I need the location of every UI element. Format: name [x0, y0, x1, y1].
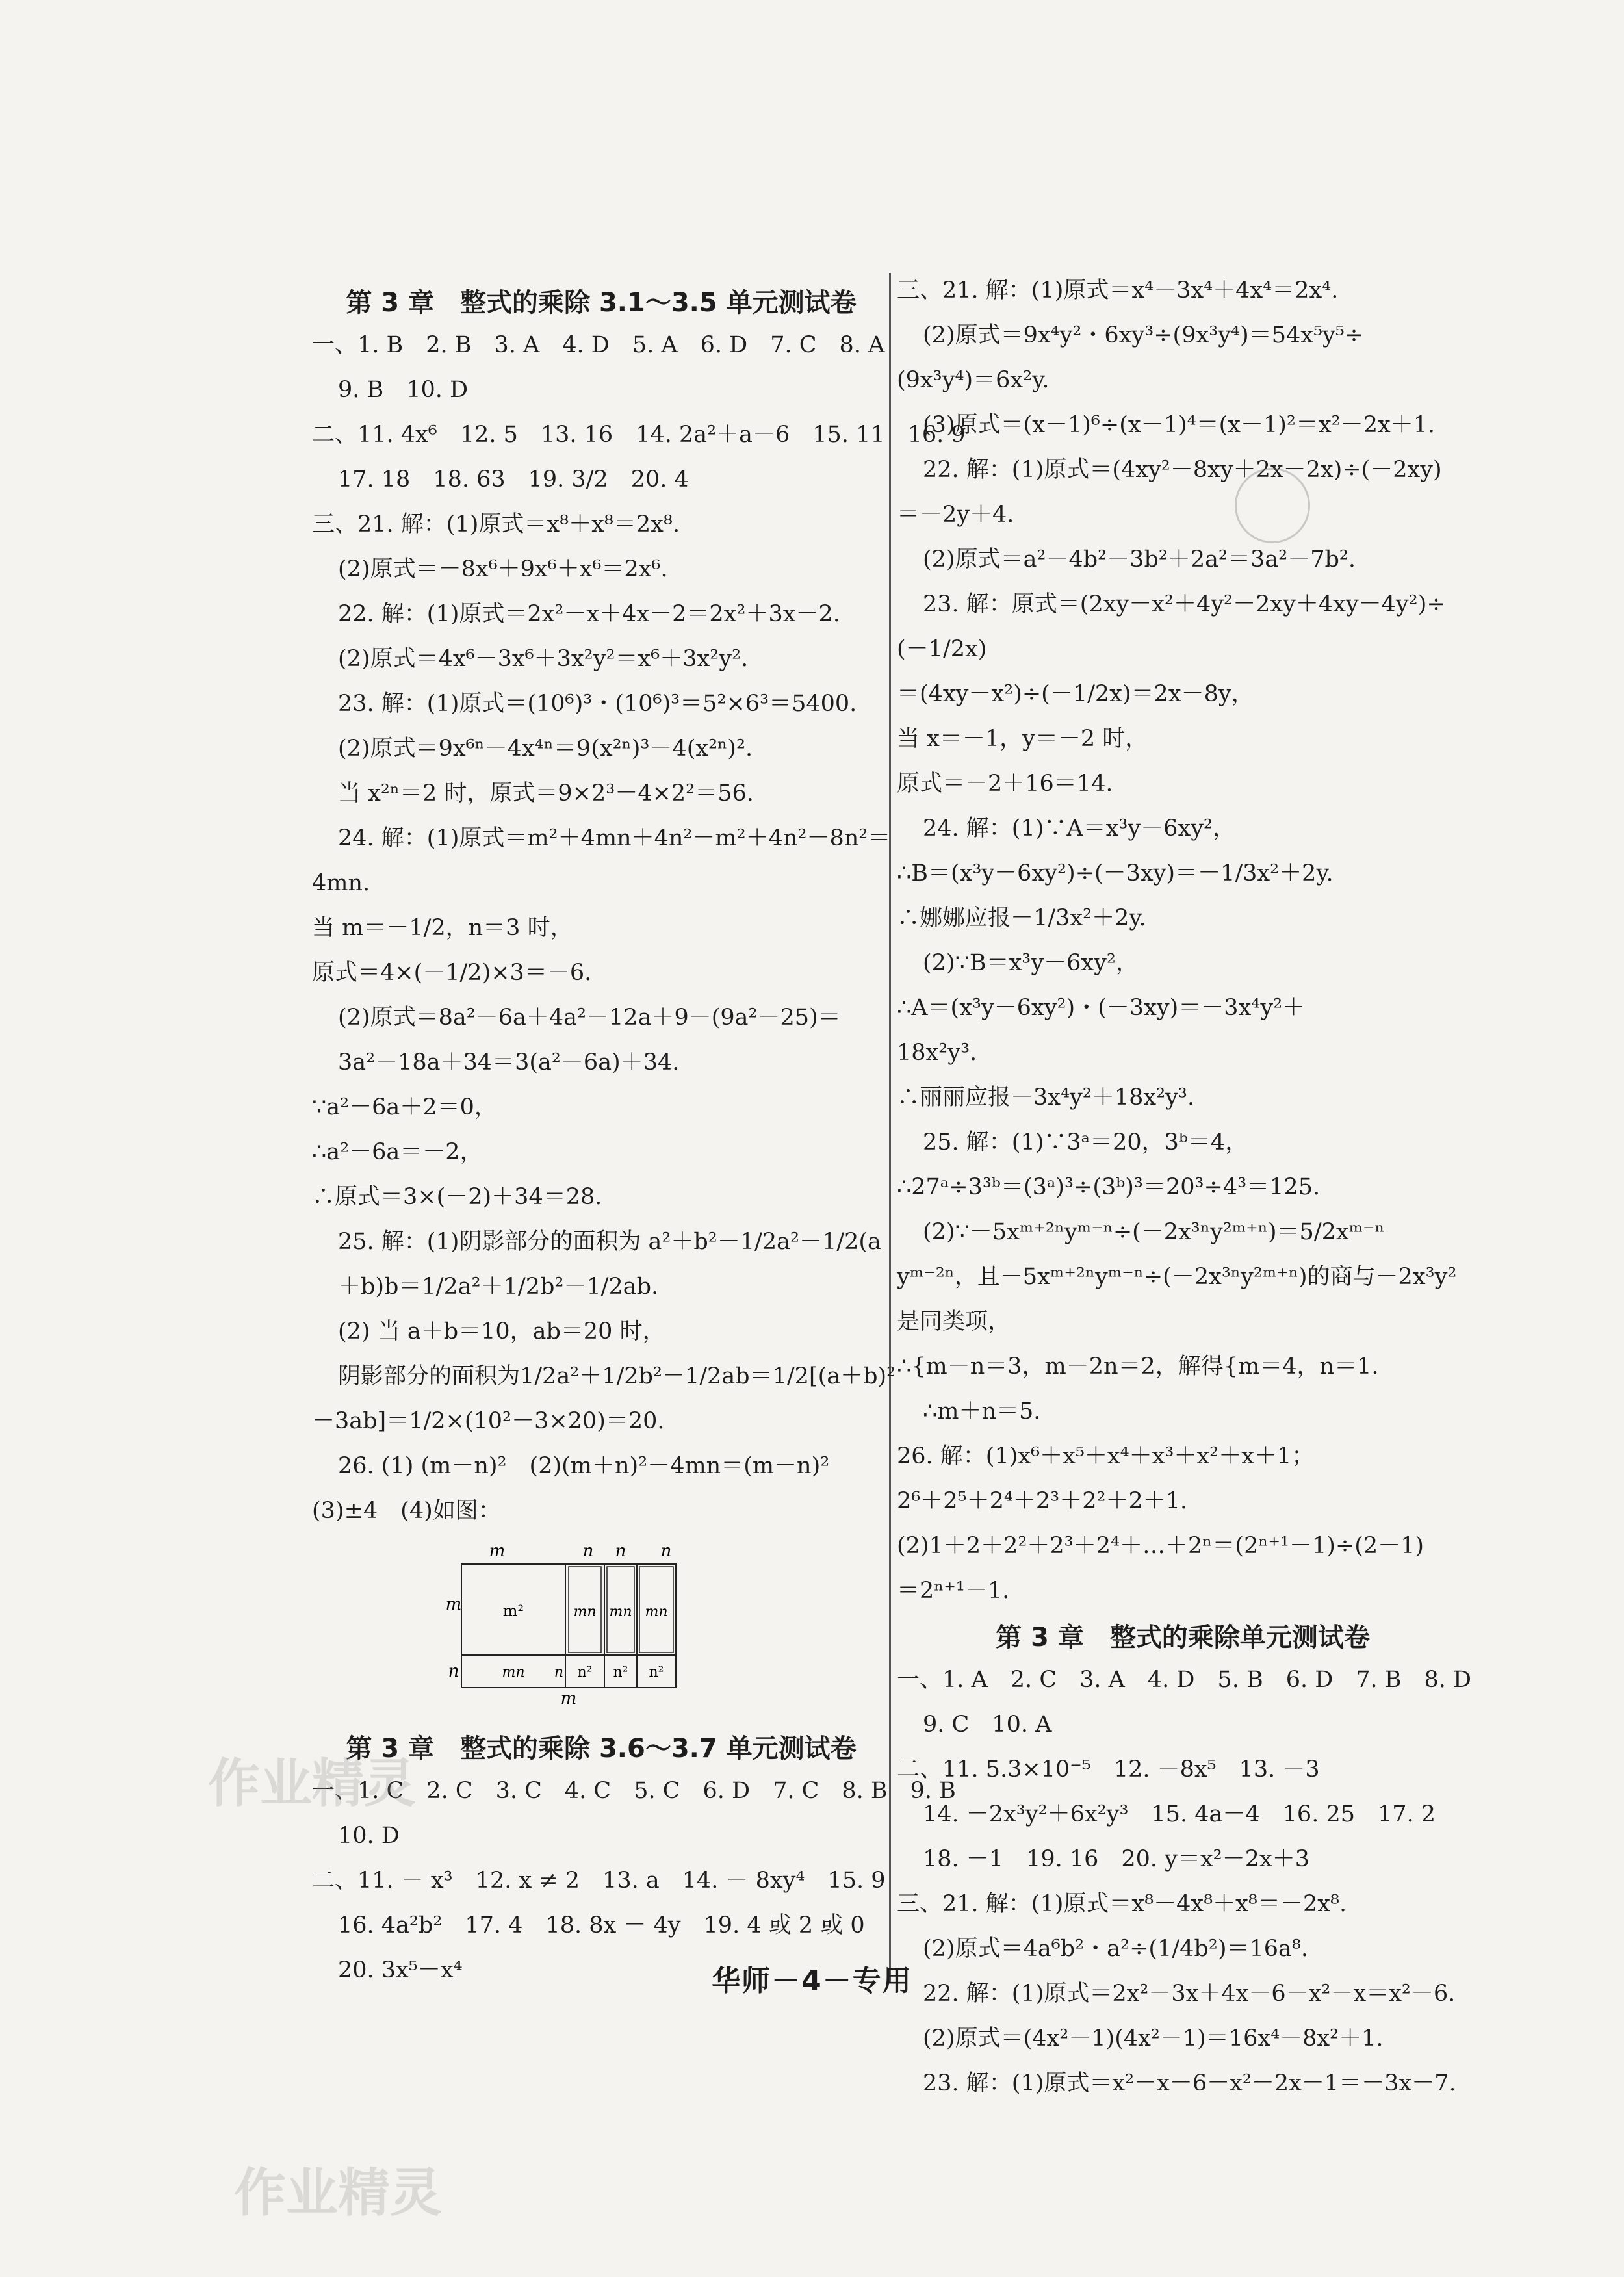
- right-sec1-line-1: (2)原式＝9x⁴y²・6xy³÷(9x³y⁴)＝54x⁵y⁵÷: [923, 322, 1364, 348]
- right-sec2-line-6: (2)原式＝4a⁶b²・a²÷(1/4b²)＝16a⁸.: [923, 1936, 1309, 1962]
- right-sec1-line-17: 18x²y³.: [897, 1040, 977, 1066]
- left-sec1-line-7: (2)原式＝4x⁶－3x⁶＋3x²y²＝x⁶＋3x²y².: [338, 646, 749, 672]
- page-footer: 华师－4－专用: [712, 1964, 912, 1998]
- right-sec1-line-10: 当 x＝－1，y＝－2 时，: [897, 726, 1148, 752]
- right-sec1-line-19: 25. 解：(1)∵3ᵃ＝20，3ᵇ＝4，: [923, 1129, 1248, 1155]
- right-sec1-line-13: ∴B＝(x³y－6xy²)÷(－3xy)＝－1/3x²＋2y.: [897, 860, 1334, 886]
- right-sec2-line-2: 二、11. 5.3×10⁻⁵ 12. －8x⁵ 13. －3: [897, 1756, 1320, 1782]
- right-section-2-answers: [897, 1667, 1472, 2096]
- left-sec2-line-3: 16. 4a²b² 17. 4 18. 8x － 4y 19. 4 或 2 或 0: [338, 1912, 865, 1938]
- diagram-bottom-cell-n2-2: n²: [613, 1664, 628, 1680]
- watermark-2: 作业精灵: [234, 2163, 442, 2223]
- diagram-top-label-n1: n: [582, 1541, 594, 1561]
- section-title-3-6-3-7: 第 3 章 整式的乘除 3.6～3.7 单元测试卷: [346, 1734, 857, 1764]
- diagram-top-label-n3: n: [660, 1541, 672, 1561]
- right-sec1-line-20: ∴27ᵃ÷3³ᵇ＝(3ᵃ)³÷(3ᵇ)³＝20³÷4³＝125.: [897, 1174, 1321, 1200]
- diagram-cell-mn3: mn: [645, 1604, 668, 1620]
- left-sec1-line-8: 23. 解：(1)原式＝(10⁶)³・(10⁶)³＝5²×6³＝5400.: [338, 691, 857, 717]
- left-sec1-line-3: 17. 18 18. 63 19. 3/2 20. 4: [338, 467, 689, 493]
- diagram-bottom-cell-n2-3: n²: [649, 1664, 664, 1680]
- right-sec1-line-27: 2⁶＋2⁵＋2⁴＋2³＋2²＋2＋1.: [897, 1488, 1188, 1514]
- area-diagram: [445, 1541, 721, 1708]
- right-sec1-line-18: ∴丽丽应报－3x⁴y²＋18x²y³.: [897, 1085, 1195, 1111]
- right-sec1-line-23: 是同类项，: [897, 1309, 1011, 1335]
- diagram-cell-m2: m²: [502, 1602, 524, 1620]
- diagram-cell-mn2: mn: [609, 1604, 632, 1620]
- left-sec1-line-0: 一、1. B 2. B 3. A 4. D 5. A 6. D 7. C 8. A: [312, 332, 885, 358]
- left-sec1-line-5: (2)原式＝－8x⁶＋9x⁶＋x⁶＝2x⁶.: [338, 556, 668, 582]
- right-sec1-line-9: ＝(4xy－x²)÷(－1/2x)＝2x－8y，: [897, 681, 1254, 707]
- diagram-top-label-m: m: [489, 1541, 506, 1561]
- diagram-top-label-n2: n: [615, 1541, 626, 1561]
- right-sec2-line-9: 23. 解：(1)原式＝x²－x－6－x²－2x－1＝－3x－7.: [923, 2070, 1456, 2096]
- diagram-bottom-cell-n: n: [554, 1664, 564, 1680]
- right-sec1-line-4: 22. 解：(1)原式＝(4xy²－8xy＋2x－2x)÷(－2xy): [923, 457, 1442, 483]
- right-sec2-line-4: 18. －1 19. 16 20. y＝x²－2x＋3: [923, 1846, 1309, 1872]
- faint-stamp: [1235, 468, 1310, 543]
- left-sec1-line-6: 22. 解：(1)原式＝2x²－x＋4x－2＝2x²＋3x－2.: [338, 601, 840, 627]
- right-sec1-line-22: yᵐ⁻²ⁿ，且－5xᵐ⁺²ⁿyᵐ⁻ⁿ÷(－2x³ⁿy²ᵐ⁺ⁿ)的商与－2x³y²: [897, 1264, 1457, 1290]
- right-sec1-line-24: ∴{m－n＝3，m－2n＝2，解得{m＝4，n＝1.: [897, 1354, 1379, 1380]
- left-sec1-line-16: 3a²－18a＋34＝3(a²－6a)＋34.: [338, 1049, 680, 1075]
- right-sec1-line-21: (2)∵－5xᵐ⁺²ⁿyᵐ⁻ⁿ÷(－2x³ⁿy²ᵐ⁺ⁿ)＝5/2xᵐ⁻ⁿ: [923, 1219, 1385, 1245]
- left-sec1-line-9: (2)原式＝9x⁶ⁿ－4x⁴ⁿ＝9(x²ⁿ)³－4(x²ⁿ)².: [338, 736, 753, 762]
- right-sec1-line-28: (2)1＋2＋2²＋2³＋2⁴＋…＋2ⁿ＝(2ⁿ⁺¹－1)÷(2－1): [897, 1533, 1424, 1559]
- left-sec1-line-14: 原式＝4×(－1/2)×3＝－6.: [312, 960, 592, 986]
- left-sec1-line-20: 25. 解：(1)阴影部分的面积为 a²＋b²－1/2a²－1/2(a: [338, 1229, 881, 1255]
- left-sec2-line-4: 20. 3x⁵－x⁴: [338, 1957, 463, 1983]
- right-sec2-line-5: 三、21. 解：(1)原式＝x⁸－4x⁸＋x⁸＝－2x⁸.: [897, 1891, 1347, 1917]
- right-section-1-answers: [897, 279, 1469, 1602]
- right-sec1-line-7: 23. 解：原式＝(2xy－x²＋4y²－2xy＋4xy－4y²)÷: [923, 591, 1446, 617]
- right-sec1-line-26: 26. 解：(1)x⁶＋x⁵＋x⁴＋x³＋x²＋x＋1；: [897, 1443, 1315, 1469]
- left-sec2-line-1: 10. D: [338, 1823, 400, 1849]
- left-sec1-line-21: ＋b)b＝1/2a²＋1/2b²－1/2ab.: [338, 1274, 659, 1300]
- left-sec1-line-15: (2)原式＝8a²－6a＋4a²－12a＋9－(9a²－25)＝: [338, 1005, 841, 1031]
- left-sec1-line-1: 9. B 10. D: [338, 377, 469, 403]
- diagram-side-label-m: m: [445, 1595, 462, 1614]
- left-sec1-line-13: 当 m＝－1/2，n＝3 时，: [312, 915, 573, 941]
- right-sec2-line-8: (2)原式＝(4x²－1)(4x²－1)＝16x⁴－8x²＋1.: [923, 2026, 1384, 2052]
- left-sec2-line-2: 二、11. － x³ 12. x ≠ 2 13. a 14. － 8xy⁴ 15. 9: [312, 1868, 886, 1894]
- left-sec2-line-0: 一、1. C 2. C 3. C 4. C 5. C 6. D 7. C 8. B 9. B: [312, 1778, 956, 1804]
- right-sec1-line-16: ∴A＝(x³y－6xy²)・(－3xy)＝－3x⁴y²＋: [897, 995, 1306, 1021]
- left-sec1-line-23: 阴影部分的面积为1/2a²＋1/2b²－1/2ab＝1/2[(a＋b)²: [338, 1363, 896, 1389]
- section-title-3-1-3-5: 第 3 章 整式的乘除 3.1～3.5 单元测试卷: [346, 288, 857, 318]
- right-sec1-line-11: 原式＝－2＋16＝14.: [897, 771, 1113, 797]
- right-column: [897, 277, 1472, 2117]
- right-sec2-line-7: 22. 解：(1)原式＝2x²－3x＋4x－6－x²－x＝x²－6.: [923, 1981, 1456, 2007]
- right-sec1-line-25: ∴m＋n＝5.: [923, 1398, 1041, 1424]
- right-sec2-line-0: 一、1. A 2. C 3. A 4. D 5. B 6. D 7. B 8. D: [897, 1667, 1472, 1693]
- diagram-bottom-label-m: m: [560, 1689, 577, 1708]
- diagram-bottom-cell-n2-1: n²: [577, 1664, 593, 1680]
- right-sec2-line-1: 9. C 10. A: [923, 1712, 1052, 1738]
- left-sec1-line-25: 26. (1) (m－n)² (2)(m＋n)²－4mn＝(m－n)²: [338, 1453, 830, 1479]
- right-sec1-line-0: 三、21. 解：(1)原式＝x⁴－3x⁴＋4x⁴＝2x⁴.: [897, 277, 1339, 303]
- right-sec1-line-14: ∴娜娜应报－1/3x²＋2y.: [897, 905, 1146, 931]
- left-sec1-line-12: 4mn.: [312, 870, 370, 896]
- left-sec1-line-17: ∵a²－6a＋2＝0，: [312, 1094, 497, 1120]
- left-sec1-line-26: (3)±4 (4)如图：: [312, 1498, 501, 1524]
- watermark-1: 作业精灵: [208, 1753, 416, 1814]
- section-title-chapter-3: 第 3 章 整式的乘除单元测试卷: [996, 1623, 1370, 1653]
- diagram-cell-mn1: mn: [573, 1604, 597, 1620]
- right-sec1-line-29: ＝2ⁿ⁺¹－1.: [897, 1578, 1010, 1604]
- left-sec1-line-10: 当 x²ⁿ＝2 时，原式＝9×2³－4×2²＝56.: [338, 780, 754, 806]
- right-sec1-line-15: (2)∵B＝x³y－6xy²，: [923, 950, 1139, 976]
- right-sec1-line-6: (2)原式＝a²－4b²－3b²＋2a²＝3a²－7b².: [923, 547, 1356, 572]
- right-sec2-line-3: 14. －2x³y²＋6x²y³ 15. 4a－4 16. 25 17. 2: [923, 1801, 1436, 1827]
- left-sec1-line-24: －3ab]＝1/2×(10²－3×20)＝20.: [312, 1408, 665, 1434]
- right-sec1-line-2: (9x³y⁴)＝6x²y.: [897, 367, 1050, 393]
- diagram-side-label-n: n: [448, 1662, 459, 1681]
- right-sec1-line-8: (－1/2x): [897, 636, 987, 662]
- left-sec1-line-19: ∴原式＝3×(－2)＋34＝28.: [312, 1184, 602, 1210]
- left-sec1-line-22: (2) 当 a＋b＝10，ab＝20 时，: [338, 1319, 665, 1344]
- left-sec1-line-18: ∴a²－6a＝－2，: [312, 1139, 483, 1165]
- right-sec1-line-5: ＝－2y＋4.: [897, 502, 1014, 528]
- right-sec1-line-12: 24. 解：(1)∵A＝x³y－6xy²，: [923, 816, 1235, 842]
- left-sec1-line-2: 二、11. 4x⁶ 12. 5 13. 16 14. 2a²＋a－6 15. 11 16. 9: [312, 422, 966, 448]
- right-sec1-line-3: (3)原式＝(x－1)⁶÷(x－1)⁴＝(x－1)²＝x²－2x＋1.: [923, 412, 1436, 438]
- diagram-bottom-cell-mn: mn: [502, 1664, 525, 1680]
- left-sec1-line-4: 三、21. 解：(1)原式＝x⁸＋x⁸＝2x⁸.: [312, 511, 680, 537]
- area-diagram-svg: [445, 1541, 721, 1708]
- left-sec1-line-11: 24. 解：(1)原式＝m²＋4mn＋4n²－m²＋4n²－8n²＝: [338, 825, 891, 851]
